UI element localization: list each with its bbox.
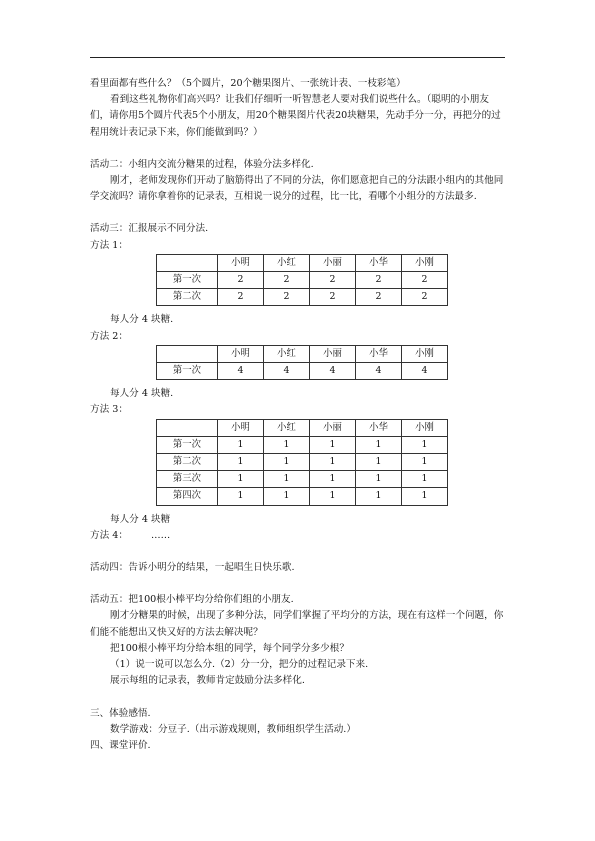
table-cell: 4 (310, 363, 356, 380)
method2-table (156, 345, 448, 380)
method4-line (90, 528, 508, 544)
table-cell: 1 (356, 488, 402, 505)
row-label: 第二次 (157, 289, 218, 306)
method3-label: 方法 3： (90, 404, 128, 416)
table-cell: 4 (402, 363, 448, 380)
table-header-row (157, 345, 448, 362)
table-cell: 1 (402, 436, 448, 453)
table-cell: 2 (264, 272, 310, 289)
table-cell: 1 (310, 454, 356, 471)
header-cell: 小丽 (310, 345, 356, 362)
table-cell: 1 (402, 471, 448, 488)
row-label: 第二次 (157, 454, 218, 471)
method3-result: 每人分 4 块糖 (110, 513, 171, 525)
table-cell: 1 (356, 436, 402, 453)
section4-title: 四、课堂评价. (90, 739, 151, 751)
table-cell: 2 (402, 272, 448, 289)
table-cell: 1 (218, 436, 264, 453)
table-cell: 2 (356, 289, 402, 306)
table-row (157, 363, 448, 380)
table-cell: 2 (264, 289, 310, 306)
method2-label: 方法 2： (90, 330, 128, 342)
method2-result: 每人分 4 块糖. (110, 388, 174, 400)
table-cell: 2 (310, 272, 356, 289)
table-cell: 4 (264, 363, 310, 380)
table-cell: 1 (356, 454, 402, 471)
table-row (157, 272, 448, 289)
header-cell: 小华 (356, 345, 402, 362)
activity2-paragraph: 刚才，老师发现你们开动了脑筋得出了不同的分法，你们愿意把自己的分法跟小组内的其他同学交流吗？请你拿着你的记录表，互相说一说分的过程，比一比，看哪个小组分的方法最多. (90, 175, 504, 203)
table-cell: 4 (218, 363, 264, 380)
row-label: 第一次 (157, 436, 218, 453)
table-cell: 1 (402, 454, 448, 471)
header-cell: 小红 (264, 345, 310, 362)
header-rule (90, 57, 505, 58)
header-cell: 小明 (218, 345, 264, 362)
table-row (157, 454, 448, 471)
row-label: 第一次 (157, 363, 218, 380)
activity3-title: 活动三：汇报展示不同分法. (90, 223, 209, 235)
intro-paragraph: 看到这些礼物你们高兴吗？让我们仔细听一听智慧老人要对我们说些什么。（聪明的小朋友们，请你用5个圆片代表5个小朋友，用20个糖果图片代表20块糖果，先动手分一分，再把分的过程用统计表记录下来，你们能做到吗？） (90, 94, 501, 138)
document-body (90, 76, 508, 754)
header-cell: 小刚 (402, 419, 448, 436)
header-cell: 小丽 (310, 419, 356, 436)
header-cell: 小红 (264, 419, 310, 436)
table-cell: 1 (356, 471, 402, 488)
method4-label: 方法 4： (90, 529, 128, 541)
method1-table (156, 254, 448, 307)
table-cell: 4 (356, 363, 402, 380)
table-cell: 2 (218, 272, 264, 289)
header-cell: 小丽 (310, 254, 356, 271)
intro-line: 看里面都有些什么？（5个圆片，20个糖果图片、一张统计表、一枝彩笔） (90, 78, 406, 89)
header-cell: 小明 (218, 254, 264, 271)
method4-ellipsis: …… (151, 529, 171, 541)
header-cell: 小红 (264, 254, 310, 271)
activity5-paragraph-3: （1）说一说可以怎么分.（2）分一分，把分的过程记录下来. (110, 659, 369, 671)
table-cell: 2 (402, 289, 448, 306)
table-cell: 1 (218, 471, 264, 488)
table-cell: 1 (402, 488, 448, 505)
activity5-title: 活动五：把100根小棒平均分给你们组的小朋友. (90, 594, 294, 606)
method3-table (156, 419, 448, 506)
activity5-paragraph-4: 展示每组的记录表，教师肯定鼓励分法多样化. (110, 675, 305, 687)
table-cell: 1 (310, 471, 356, 488)
table-cell: 2 (356, 272, 402, 289)
header-cell: 小华 (356, 419, 402, 436)
header-cell: 小刚 (402, 254, 448, 271)
activity5-paragraph-2: 把100根小棒平均分给本组的同学，每个同学分多少根？ (110, 642, 349, 654)
table-cell: 2 (218, 289, 264, 306)
table-row (157, 436, 448, 453)
table-cell: 1 (310, 436, 356, 453)
method1-label: 方法 1： (90, 239, 128, 251)
activity2-title: 活动二：小组内交流分糖果的过程，体验分法多样化. (90, 158, 314, 170)
table-cell: 1 (310, 488, 356, 505)
table-cell: 2 (310, 289, 356, 306)
table-cell: 1 (218, 488, 264, 505)
table-header-row (157, 254, 448, 271)
table-header-row (157, 419, 448, 436)
method1-result: 每人分 4 块糖. (110, 314, 174, 326)
header-cell: 小刚 (402, 345, 448, 362)
table-cell: 1 (264, 436, 310, 453)
header-cell: 小华 (356, 254, 402, 271)
section3-paragraph: 数学游戏：分豆子.（出示游戏规则，教师组织学生活动.） (110, 723, 356, 735)
table-row (157, 289, 448, 306)
table-cell: 1 (264, 471, 310, 488)
row-label: 第四次 (157, 488, 218, 505)
activity5-paragraph-1: 刚才分糖果的时候，出现了多种分法，同学们掌握了平均分的方法，现在有这样一个问题，你们能不能想出又快又好的方法去解决呢？ (90, 610, 504, 638)
header-cell: 小明 (218, 419, 264, 436)
row-label: 第一次 (157, 272, 218, 289)
table-row (157, 488, 448, 505)
activity4: 活动四：告诉小明分的结果，一起唱生日快乐歌. (90, 562, 295, 574)
table-cell: 1 (264, 454, 310, 471)
row-label: 第三次 (157, 471, 218, 488)
table-cell: 1 (264, 488, 310, 505)
table-cell: 1 (218, 454, 264, 471)
section3-title: 三、体验感悟. (90, 707, 151, 719)
table-row (157, 471, 448, 488)
